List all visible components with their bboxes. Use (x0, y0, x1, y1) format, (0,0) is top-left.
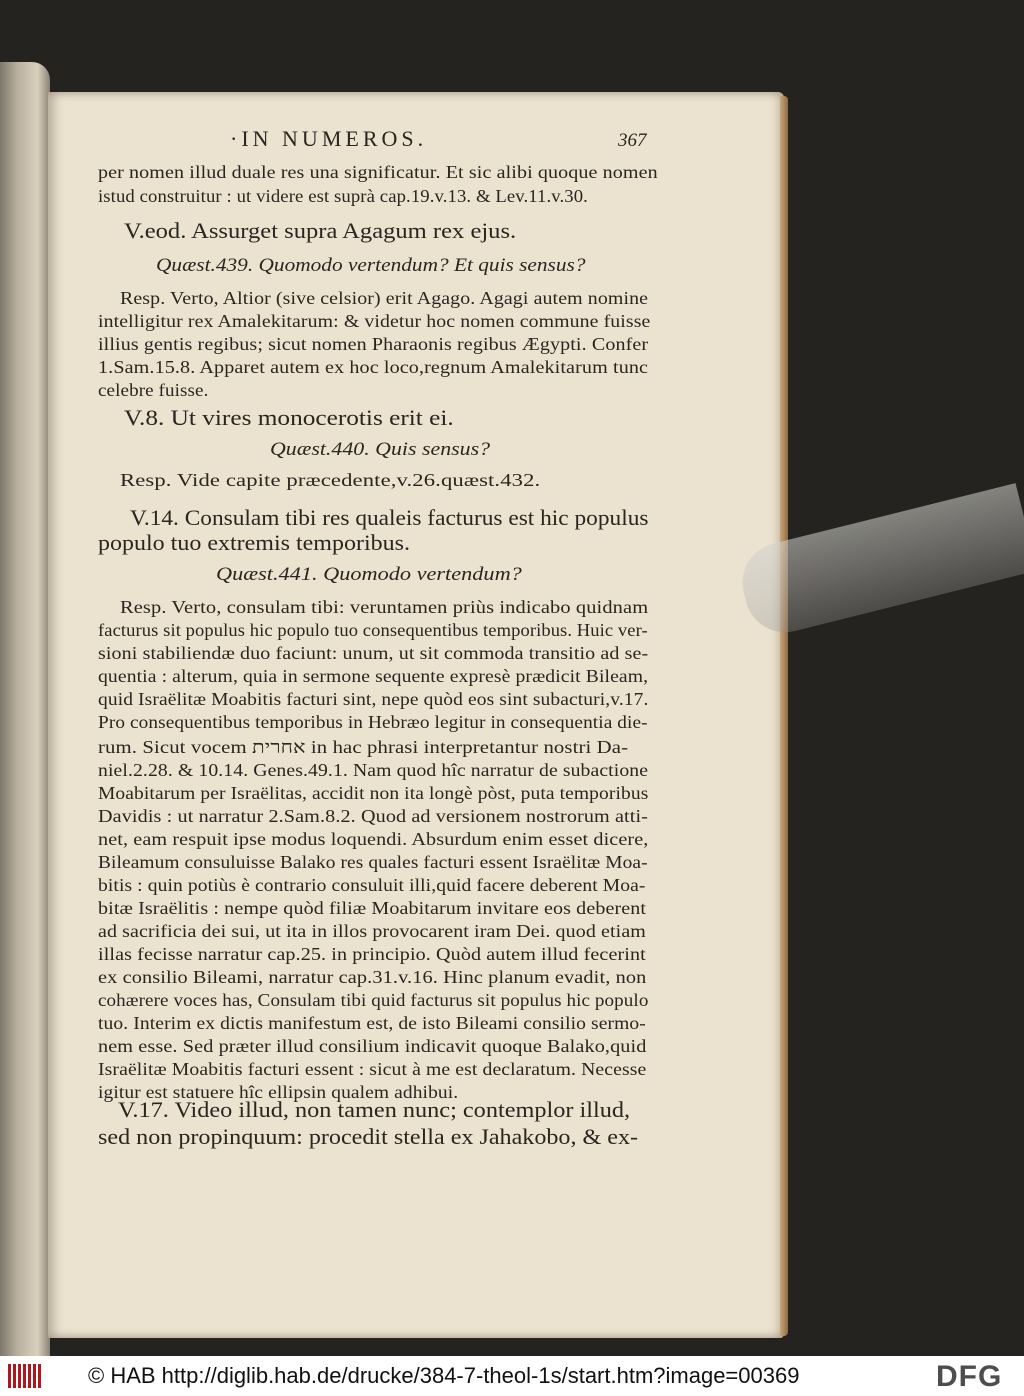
text-line: bitæ Israëlitis : nempe quòd filiæ Moabitarum invitare eos deberent (98, 898, 647, 918)
text-line: sioni stabiliendæ duo faciunt: unum, ut sit commoda transitio ad se- (98, 643, 649, 663)
text-line: quentia : alterum, quia in sermone sequente expresè prædicit Bileam, (98, 666, 649, 686)
question-heading: Quæst.439. Quomodo vertendum? Et quis sensus? (156, 256, 586, 276)
text-line: illas fecisse narratur cap.25. in principio. Quòd autem illud fecerint (98, 944, 646, 964)
verse-heading: sed non propinquum: procedit stella ex Jahakobo, & ex- (98, 1124, 639, 1149)
text-line: facturus sit populus hic populo tuo consequentibus temporibus. Huic ver- (98, 620, 648, 640)
text-line: Pro consequentibus temporibus in Hebræo legitur in consequentia die- (98, 712, 648, 732)
text-line: Bileamum consuluisse Balako res quales facturi essent Israëlitæ Moa- (98, 852, 648, 872)
verse-heading: populo tuo extremis temporibus. (98, 530, 410, 555)
running-head: ·IN NUMEROS. (230, 126, 428, 151)
text-line: Resp. Verto, Altior (sive celsior) erit Agago. Agagi autem nomine (120, 288, 649, 308)
verse-heading: V.17. Video illud, non tamen nunc; contemplor illud, (118, 1097, 631, 1122)
text-line: celebre fuisse. (98, 380, 209, 400)
question-heading: Quæst.441. Quomodo vertendum? (216, 565, 522, 585)
page-number: 367 (618, 130, 647, 151)
text-line: rum. Sicut vocem אחרית in hac phrasi interpretantur nostri Da- (98, 737, 629, 757)
question-heading: Quæst.440. Quis sensus? (270, 440, 491, 460)
verse-heading: V.eod. Assurget supra Agagum rex ejus. (124, 218, 517, 243)
dfg-logo[interactable]: DFG (936, 1360, 1003, 1393)
footer-bar (0, 1356, 1024, 1396)
text-line: nem esse. Sed præter illud consilium indicavit quoque Balako,quid (98, 1036, 647, 1056)
text-line: istud construitur : ut videre est suprà cap.19.v.13. & Lev.11.v.30. (98, 186, 588, 206)
text-line: cohærere voces has, Consulam tibi quid facturus sit populus hic populo (98, 990, 649, 1010)
text-line: ex consilio Bileami, narratur cap.31.v.16. Hinc planum evadit, non (98, 967, 647, 987)
hab-logo[interactable] (8, 1364, 48, 1388)
text-line: Resp. Vide capite præcedente,v.26.quæst.432. (120, 470, 541, 490)
verse-heading: V.8. Ut vires monocerotis erit ei. (124, 405, 454, 430)
text-line: per nomen illud duale res una significatur. Et sic alibi quoque nomen (98, 162, 658, 182)
copyright-link[interactable]: © HAB http://diglib.hab.de/drucke/384-7-theol-1s/start.htm?image=00369 (88, 1363, 800, 1388)
text-line: intelligitur rex Amalekitarum: & videtur hoc nomen commune fuisse (98, 311, 651, 331)
text-line: Davidis : ut narratur 2.Sam.8.2. Quod ad versionem nostrorum atti- (98, 806, 649, 826)
text-line: net, eam respuit ipse modus loquendi. Absurdum enim esset dicere, (98, 829, 649, 849)
page-edge (780, 96, 788, 1336)
verse-heading: V.14. Consulam tibi res qualeis facturus est hic populus (130, 505, 649, 530)
text-line: tuo. Interim ex dictis manifestum est, de isto Bileami consilio sermo- (98, 1013, 646, 1033)
text-line: Moabitarum per Israëlitas, accidit non ita longè pòst, puta temporibus (98, 783, 649, 803)
text-line: Resp. Verto, consulam tibi: veruntamen priùs indicabo quidnam (120, 597, 649, 617)
text-line: igitur est statuere hîc ellipsin qualem adhibui. (98, 1082, 459, 1102)
text-line: Israëlitæ Moabitis facturi essent : sicut à me est declaratum. Necesse (98, 1059, 647, 1079)
text-line: quid Israëlitæ Moabitis facturi sint, nepe quòd eos sint subacturi,v.17. (98, 689, 649, 709)
text-line: illius gentis regibus; sicut nomen Pharaonis regibus Ægypti. Confer (98, 334, 649, 354)
text-line: bitis : quin potiùs è contrario consuluit illi,quid facere deberent Moa- (98, 875, 646, 895)
text-line: 1.Sam.15.8. Apparet autem ex hoc loco,regnum Amalekitarum tunc (98, 357, 649, 377)
facing-page-edge (0, 62, 50, 1356)
text-line: niel.2.28. & 10.14. Genes.49.1. Nam quod hîc narratur de subactione (98, 760, 649, 780)
text-line: ad sacrificia dei sui, ut ita in illos provocarent iram Dei. quod etiam (98, 921, 646, 941)
